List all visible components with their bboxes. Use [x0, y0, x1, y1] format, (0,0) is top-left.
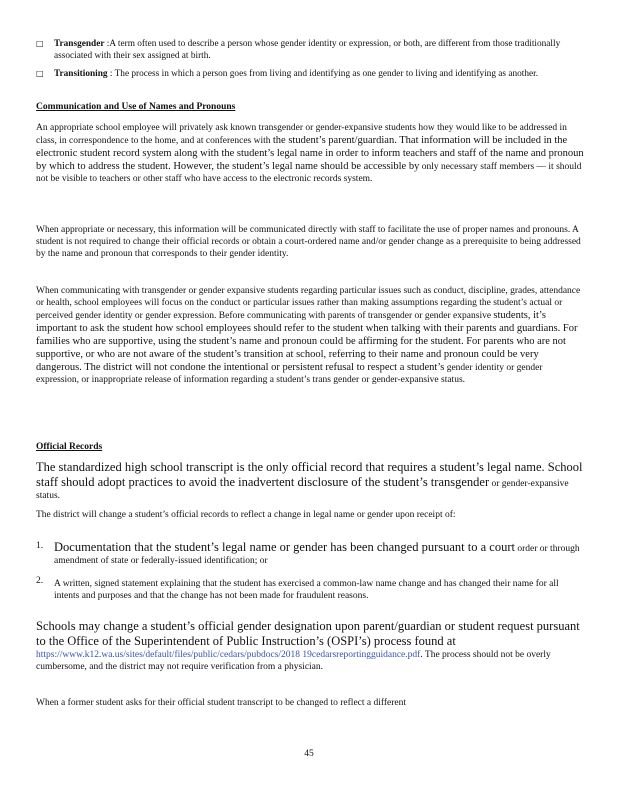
list-item-lead: Documentation that the student’s legal name or gender has been changed pursuant to a court — [54, 540, 515, 554]
paragraph-communication-3 — [36, 285, 584, 386]
paragraph-text: or gender-expansive status. — [36, 479, 569, 501]
list-item-text: A written, signed statement explaining that the student has exercised a common-law name change and has changed their name for all intents and purposes and that the change has not been made for fraudulent reasons. — [54, 579, 559, 601]
definition-text: :A term often used to describe a person whose gender identity or expression, or both, are different from those traditionally associated with their sex assigned at birth. — [54, 39, 561, 61]
definition-text: : The process in which a person goes from living and identifying as one gender to living and identifying as another. — [109, 69, 539, 79]
paragraph-text: gender identity or gender expression, or inappropriate release of information regarding a student’s trans gender or gender-expansive status. — [36, 363, 543, 385]
paragraph-text: the student’s parent/guardian. That information will be included in the electronic student record system along with the student’s legal name in order to inform teachers and staff of the name and pronoun by which to address the student. However, the student’s legal name should be accessible by — [36, 135, 584, 172]
paragraph-text: only necessary staff members — it should not be visible to teachers or other staff who have access to the electronic records system. — [36, 162, 582, 184]
definition-term: Transitioning — [54, 69, 108, 79]
definition-transitioning — [36, 68, 584, 80]
paragraph-communication-2: When appropriate or necessary, this information will be communicated directly with staff to facilitate the use of proper names and pronouns. A student is not required to change their official records or obtain a court-ordered name and/or gender change as a prerequisite to being addressed by the name and pronoun that corresponds to their gender identity. — [36, 225, 581, 259]
list-number: 1. — [36, 541, 44, 551]
paragraph-communication-1 — [36, 122, 584, 185]
definition-transgender — [36, 38, 584, 62]
list-number: 2. — [36, 576, 44, 586]
paragraph-text: When communicating with transgender or gender expansive students regarding particular issues such as conduct, discipline, grades, attendance or health, school employees will focus on the conduct or particular issues rather than making assumptions regarding the student’s actual or perceived gender identity or gender expression. Before communicating with parents of transgender or gender expansive — [36, 286, 581, 321]
section-heading-records: Official Records — [36, 442, 103, 452]
list-item — [36, 540, 584, 567]
bullet-square-icon: □ — [36, 39, 44, 48]
paragraph-records-4: When a former student asks for their official student transcript to be changed to reflect a different — [36, 698, 407, 708]
paragraph-records-3 — [36, 619, 584, 673]
page-number: 45 — [304, 749, 314, 759]
list-item-text: order or through amendment of state or federally-issued identification; or — [54, 544, 580, 566]
paragraph-text: students, it’s important to ask the student how school employees should refer to the student when talking with their parents and guardians. For families who are supportive, using the student’s name and pronoun could be affirming for the student. For parents who are not supportive, or who are not aware of the student’s transition at school, referring to their name and pronoun could be very dangerous. The district will not condone the intentional or persistent refusal to respect a student’s — [36, 310, 578, 373]
paragraph-text: An appropriate school employee will privately ask known transgender or gender-expansive students how they would like to be addressed in class, in correspondence to the home, and at conferences with — [36, 123, 567, 146]
definition-term: Transgender — [54, 39, 105, 49]
section-heading-communication: Communication and Use of Names and Pronouns — [36, 102, 236, 112]
paragraph-text: . The process should not be overly cumbersome, and the district may not require verification from a physician. — [36, 650, 551, 672]
paragraph-records-1 — [36, 460, 584, 502]
list-item — [36, 575, 584, 602]
paragraph-text: The standardized high school transcript is the only official record that requires a student’s legal name. School staff should adopt practices to avoid the inadvertent disclosure of the student’s transgender — [36, 460, 583, 489]
paragraph-records-2: The district will change a student’s official records to reflect a change in legal name or gender upon receipt of: — [36, 510, 456, 520]
ospi-guidance-link[interactable]: https://www.k12.wa.us/sites/default/files/public/cedars/pubdocs/2018 19cedarsreportingguidance.pdf — [36, 650, 421, 660]
bullet-square-icon: □ — [36, 69, 44, 78]
paragraph-text: Schools may change a student’s official gender designation upon parent/guardian or student request pursuant to the Office of the Superintendent of Public Instruction’s (OSPI’s) process found at — [36, 619, 580, 648]
